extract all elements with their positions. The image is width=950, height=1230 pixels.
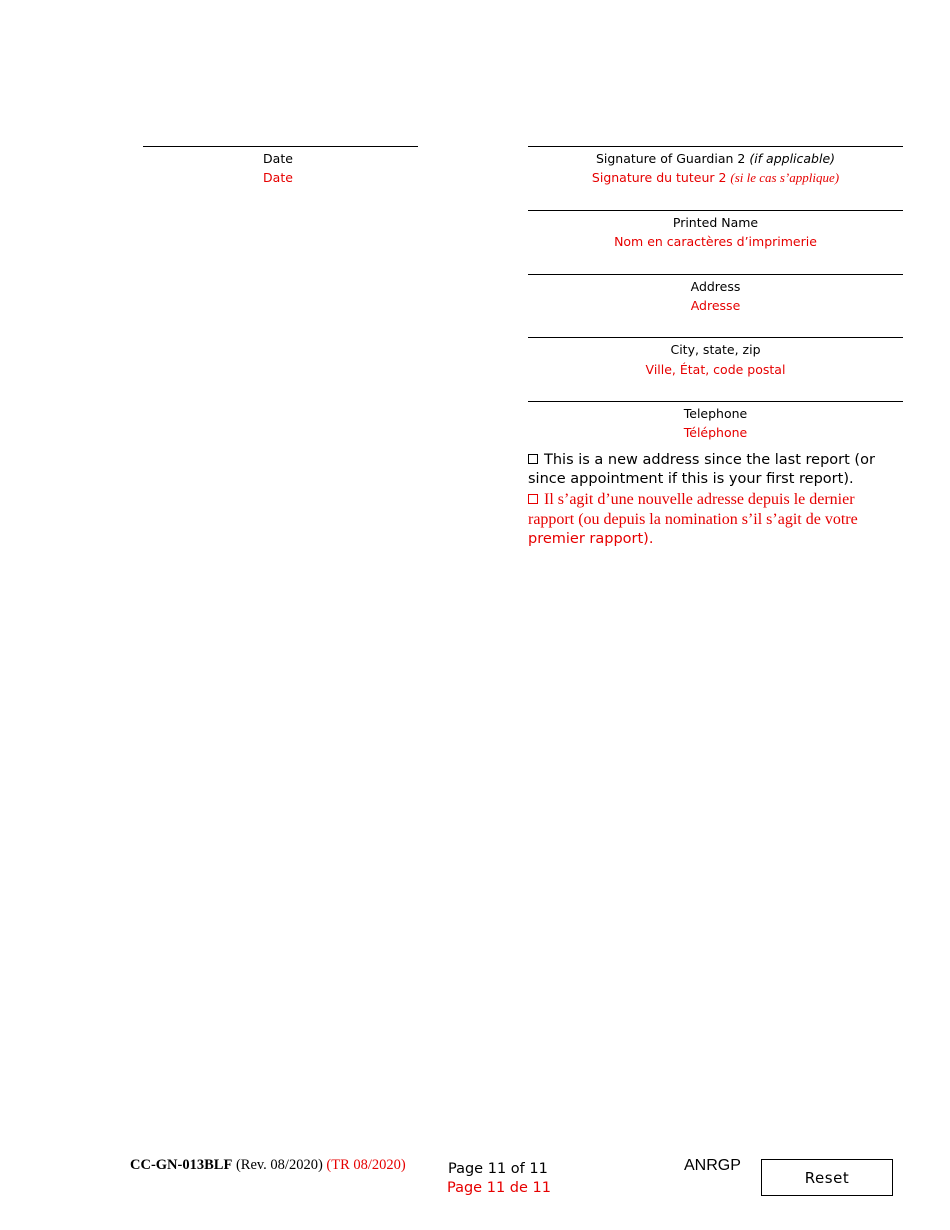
guardian2-signature-note: (if applicable) <box>749 151 836 166</box>
new-address-checkbox[interactable] <box>528 454 538 464</box>
new-address-text-fr-sans: premier rapport). <box>528 531 654 547</box>
new-address-text: This is a new address since the last report (or since appointment if this is your first report). <box>528 452 875 487</box>
form-translation-revision: (TR 08/2020) <box>326 1157 406 1173</box>
printed-name-label: Printed Name <box>672 215 759 230</box>
city-label-fr: Ville, État, code postal <box>645 362 786 377</box>
date-label: Date <box>263 151 293 166</box>
new-address-checkbox-fr[interactable] <box>528 494 538 504</box>
telephone-line <box>528 401 903 402</box>
form-code-id: CC-GN-013BLF <box>130 1157 233 1173</box>
telephone-label: Telephone <box>683 406 748 421</box>
printed-name-line <box>528 210 903 211</box>
date-label-fr: Date <box>263 170 293 185</box>
telephone-label-fr: Téléphone <box>683 425 748 440</box>
date-signature-line <box>143 146 418 147</box>
reset-button[interactable]: Reset <box>761 1159 893 1196</box>
new-address-text-fr-serif: Il s’agit d’une nouvelle adresse depuis le dernier rapport (ou depuis la nomination s’il s’agit de votre <box>528 491 858 528</box>
guardian2-signature-label-fr <box>528 168 903 187</box>
printed-name-label-fr-text: Nom en caractères d’imprimerie <box>614 234 817 249</box>
page-number-en: Page 11 of 11 <box>448 1161 548 1177</box>
guardian2-signature-label-text: Signature of Guardian 2 <box>595 151 750 166</box>
form-code <box>130 1157 406 1174</box>
guardian2-signature-line <box>528 146 903 147</box>
city-label: City, state, zip <box>670 342 761 357</box>
address-line <box>528 274 903 275</box>
guardian2-signature-label-fr-text: Signature du tuteur 2 <box>591 170 731 185</box>
new-address-statement-fr <box>528 490 903 549</box>
new-address-statement <box>528 451 903 489</box>
printed-name-label-fr <box>528 232 903 251</box>
form-revision: (Rev. 08/2020) <box>232 1157 327 1173</box>
anrgp-code: ANRGP <box>684 1157 741 1174</box>
guardian2-signature-label <box>528 149 903 168</box>
address-label-fr: Adresse <box>690 298 741 313</box>
page-number-fr: Page 11 de 11 <box>447 1180 551 1196</box>
address-label: Address <box>690 279 741 294</box>
city-line <box>528 337 903 338</box>
guardian2-signature-note-fr: (si le cas s’applique) <box>730 170 840 185</box>
